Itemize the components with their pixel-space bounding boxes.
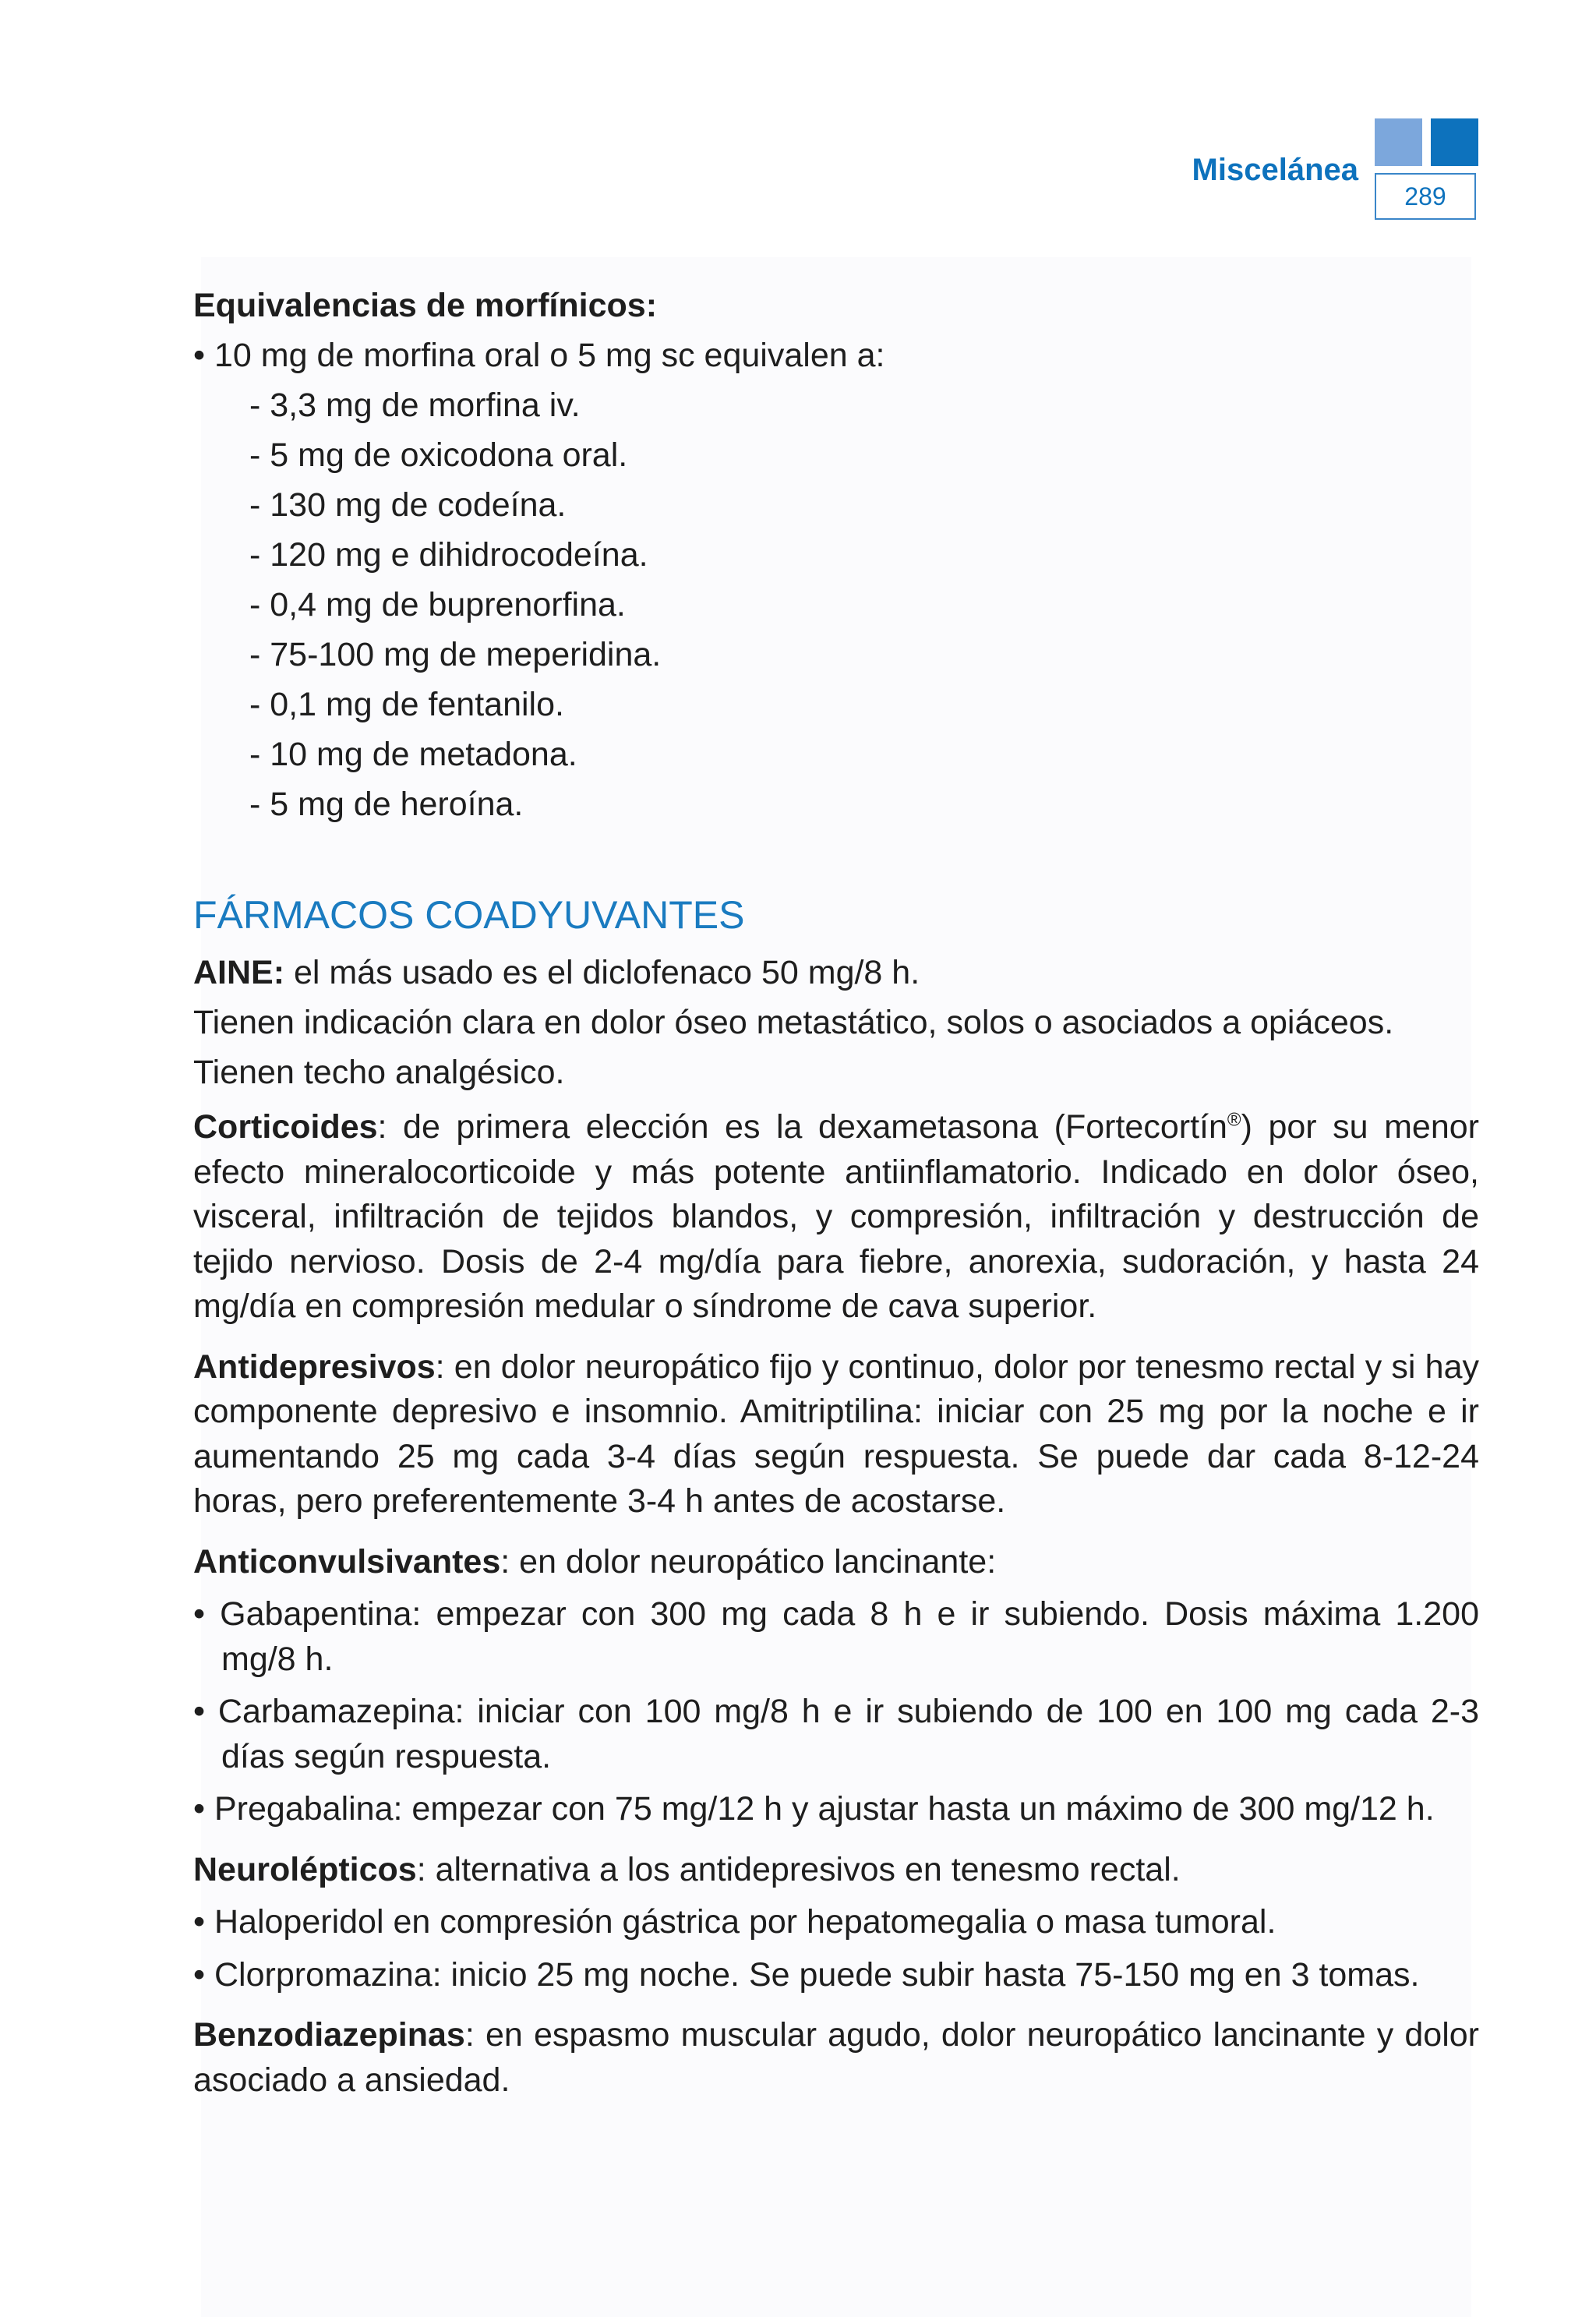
list-item: • Gabapentina: empezar con 300 mg cada 8 h e ir subiendo. Dosis máxima 1.200 mg/8 h. (193, 1595, 1479, 1678)
list-item: • Carbamazepina: iniciar con 100 mg/8 h e ir subiendo de 100 en 100 mg cada 2-3 días según respuesta. (193, 1693, 1479, 1775)
neurolepticos-text: : alternativa a los antidepresivos en tenesmo rectal. (416, 1850, 1181, 1888)
list-item: - 75-100 mg de meperidina. (249, 636, 662, 673)
section-title: FÁRMACOS COADYUVANTES (193, 893, 745, 937)
equivalencias-list (193, 380, 1479, 829)
benzodiazepinas-label: Benzodiazepinas (193, 2016, 465, 2054)
decorative-square-dark (1431, 118, 1478, 166)
benzodiazepinas-paragraph (193, 2013, 1479, 2103)
corticoides-text-b: ) por su menor efecto mineralocorticoide y más potente antiinflamatorio. Indicado en dolor óseo, visceral, infiltración de tejidos blandos, y compresión, infiltración y destrucción de tejido nervioso. Dosis de 2-4 mg/día para fiebre, anorexia, sudoración, y hasta 24 mg/día en compresión medular o síndrome de cava superior. (193, 1108, 1479, 1325)
corticoides-text-a: : de primera elección es la dexametasona (Fortecortín (377, 1108, 1227, 1146)
equivalencias-title: Equivalencias de morfínicos: (193, 287, 658, 324)
list-item: - 0,4 mg de buprenorfina. (249, 586, 626, 623)
aine-label: AINE: (193, 954, 285, 991)
corticoides-paragraph (193, 1105, 1479, 1330)
page-body (193, 281, 1479, 2118)
list-item: - 10 mg de metadona. (249, 736, 577, 773)
registered-mark: ® (1227, 1109, 1241, 1131)
equivalencias-intro: • 10 mg de morfina oral o 5 mg sc equivalen a: (193, 337, 885, 374)
anticonvulsivantes-paragraph (193, 1540, 1479, 1585)
anticonvulsivantes-text: : en dolor neuropático lancinante: (500, 1542, 997, 1581)
aine-paragraph (193, 948, 1479, 998)
antidepresivos-paragraph (193, 1345, 1479, 1524)
list-item: - 120 mg e dihidrocodeína. (249, 536, 648, 574)
page-number: 289 (1375, 173, 1476, 220)
antidepresivos-label: Antidepresivos (193, 1347, 436, 1386)
antidepresivos-text: : en dolor neuropático fijo y continuo, dolor por tenesmo rectal y si hay componente depresivo e insomnio. Amitriptilina: iniciar con 25 mg por la noche e ir aumentando 25 mg cada 3-4 días según respuesta. Se puede dar cada 8-12-24 horas, pero preferentemente 3-4 h antes de acostarse. (193, 1347, 1479, 1520)
anticonvulsivantes-label: Anticonvulsivantes (193, 1542, 501, 1581)
list-item: - 5 mg de oxicodona oral. (249, 436, 628, 474)
list-item: - 5 mg de heroína. (249, 786, 524, 823)
aine-line-3: Tienen techo analgésico. (193, 1054, 565, 1091)
list-item: - 130 mg de codeína. (249, 486, 567, 524)
aine-text: el más usado es el diclofenaco 50 mg/8 h. (284, 954, 920, 991)
list-item: • Haloperidol en compresión gástrica por hepatomegalia o masa tumoral. (193, 1903, 1276, 1941)
list-item: - 0,1 mg de fentanilo. (249, 686, 564, 723)
list-item: • Pregabalina: empezar con 75 mg/12 h y ajustar hasta un máximo de 300 mg/12 h. (193, 1790, 1435, 1828)
section-header: Miscelánea (1192, 153, 1358, 187)
aine-line-2: Tienen indicación clara en dolor óseo metastático, solos o asociados a opiáceos. (193, 1004, 1394, 1041)
neurolepticos-paragraph (193, 1848, 1479, 1893)
corticoides-label: Corticoides (193, 1108, 378, 1146)
neurolepticos-label: Neurolépticos (193, 1850, 417, 1888)
benzodiazepinas-text: : en espasmo muscular agudo, dolor neuropático lancinante y dolor asociado a ansiedad. (193, 2016, 1479, 2099)
list-item: - 3,3 mg de morfina iv. (249, 387, 581, 424)
list-item: • Clorpromazina: inicio 25 mg noche. Se puede subir hasta 75-150 mg en 3 tomas. (193, 1955, 1420, 1994)
decorative-square-light (1375, 118, 1422, 166)
